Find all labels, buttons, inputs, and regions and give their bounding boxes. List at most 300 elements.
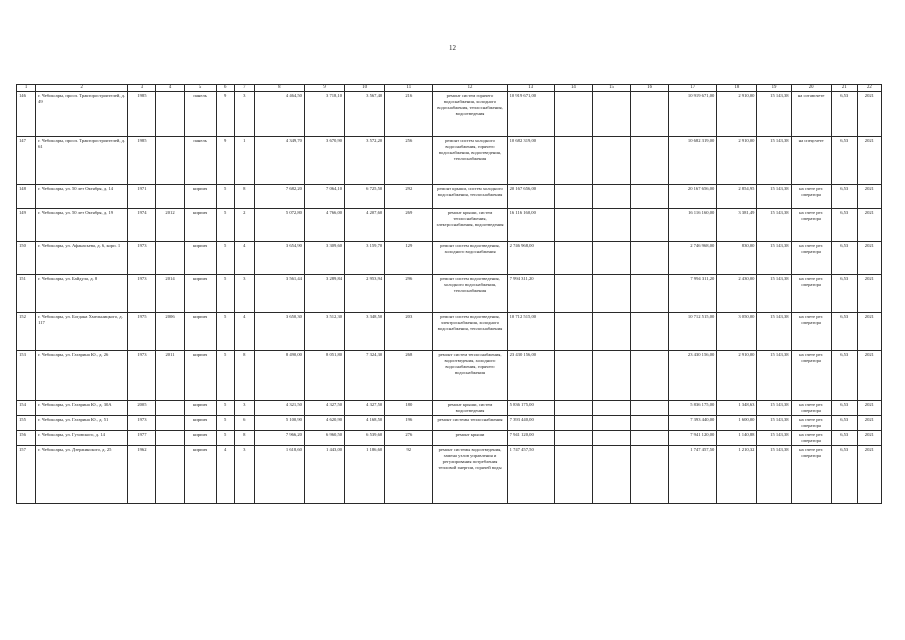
cell-material: кирпич <box>184 275 216 313</box>
cell-cost2: 10 682 319,00 <box>669 137 717 185</box>
cell-plan-year: 2021 <box>857 209 881 242</box>
cell-num: 149 <box>17 209 36 242</box>
cell-material: кирпич <box>184 242 216 275</box>
cell-residents: 180 <box>385 401 433 416</box>
cell-work: ремонт систем теплоснабжения, водоотведения, холодного водоснабжения, горячего водоснабжения <box>433 351 507 401</box>
cell-cost: 5 836 175,00 <box>507 401 554 416</box>
cell-plan-year: 2021 <box>857 242 881 275</box>
cell-limit: 15 143,38 <box>757 431 791 446</box>
cell-year: 1977 <box>128 431 156 446</box>
cell-year: 1973 <box>128 351 156 401</box>
cell-area-b: 3 572,20 <box>345 137 385 185</box>
cell-year2 <box>156 446 184 504</box>
cell-c14 <box>554 431 592 446</box>
cell-rate: 6,53 <box>831 137 857 185</box>
cell-year: 1973 <box>128 416 156 431</box>
cell-area-total: 3 561,44 <box>254 275 304 313</box>
cell-year2: 2014 <box>156 275 184 313</box>
cell-area-total: 4 349,70 <box>254 137 304 185</box>
cell-method: на счете рег. оператора <box>791 275 831 313</box>
cell-floors: 5 <box>216 275 234 313</box>
cell-cost2: 10 919 671,00 <box>669 92 717 137</box>
cell-material: кирпич <box>184 185 216 209</box>
cell-material: кирпич <box>184 416 216 431</box>
cell-entrances: 4 <box>234 313 254 351</box>
table-row <box>17 416 882 431</box>
cell-limit: 15 143,38 <box>757 209 791 242</box>
cell-rate: 6,53 <box>831 185 857 209</box>
table-row <box>17 401 882 416</box>
cell-c16 <box>631 313 669 351</box>
cell-work: ремонт систем горячего водоснабжения, холодного водоснабжения, теплоснабжения, водоотведения <box>433 92 507 137</box>
cell-c15 <box>592 401 630 416</box>
cell-c16 <box>631 351 669 401</box>
cell-work: ремонт крыши, систем теплоснабжения, электроснабжения, водоотведения <box>433 209 507 242</box>
column-header: 9 <box>304 85 344 92</box>
cell-cost: 7 393 440,00 <box>507 416 554 431</box>
cell-material: кирпич <box>184 313 216 351</box>
cell-cost: 10 919 671,00 <box>507 92 554 137</box>
cell-cost2: 16 116 160,00 <box>669 209 717 242</box>
cell-entrances: 3 <box>234 275 254 313</box>
page-number: 12 <box>449 44 456 52</box>
cell-limit: 15 143,38 <box>757 275 791 313</box>
table-row <box>17 431 882 446</box>
cell-year: 1973 <box>128 242 156 275</box>
cell-cost2: 7 994 311,20 <box>669 275 717 313</box>
column-header: 16 <box>631 85 669 92</box>
cell-year2 <box>156 401 184 416</box>
cell-year2: 2012 <box>156 209 184 242</box>
cell-area-a: 4 327,50 <box>304 401 344 416</box>
cell-year2 <box>156 242 184 275</box>
cell-unit: 2 910,00 <box>717 351 757 401</box>
cell-unit: 2 430,00 <box>717 275 757 313</box>
cell-residents: 276 <box>385 431 433 446</box>
cell-area-total: 7 966,20 <box>254 431 304 446</box>
cell-c15 <box>592 92 630 137</box>
cell-c16 <box>631 209 669 242</box>
column-header: 22 <box>857 85 881 92</box>
column-header: 19 <box>757 85 791 92</box>
cell-area-total: 5 100,90 <box>254 416 304 431</box>
cell-rate: 6,53 <box>831 416 857 431</box>
cell-address: г. Чебоксары, ул. 50 лет Октября, д. 14 <box>36 185 128 209</box>
table-row <box>17 351 882 401</box>
cell-c15 <box>592 209 630 242</box>
cell-cost2: 1 747 457,50 <box>669 446 717 504</box>
cell-c15 <box>592 185 630 209</box>
cell-work: ремонт крыши, систем водоотведения <box>433 401 507 416</box>
cell-unit: 3 381,49 <box>717 209 757 242</box>
cell-c15 <box>592 137 630 185</box>
cell-c14 <box>554 401 592 416</box>
cell-area-b: 1 186,60 <box>345 446 385 504</box>
repair-program-table <box>16 84 882 504</box>
cell-year: 1985 <box>128 92 156 137</box>
cell-residents: 92 <box>385 446 433 504</box>
cell-cost2: 23 430 156,00 <box>669 351 717 401</box>
cell-area-a: 4 620,90 <box>304 416 344 431</box>
cell-address: г. Чебоксары, ул. Гузовского, д. 14 <box>36 431 128 446</box>
cell-residents: 269 <box>385 209 433 242</box>
cell-c14 <box>554 275 592 313</box>
cell-method: на счете рег. оператора <box>791 401 831 416</box>
cell-work: ремонт систем холодного водоснабжения, горячего водоснабжения, водоотведения, теплоснабжения <box>433 137 507 185</box>
cell-c16 <box>631 275 669 313</box>
cell-unit: 1 140,88 <box>717 431 757 446</box>
cell-address: г. Чебоксары, ул. Богдана Хмельницкого, д. 117 <box>36 313 128 351</box>
cell-area-a: 3 309,60 <box>304 242 344 275</box>
cell-year: 1974 <box>128 209 156 242</box>
cell-year: 1985 <box>128 137 156 185</box>
cell-plan-year: 2021 <box>857 351 881 401</box>
cell-year2 <box>156 416 184 431</box>
cell-floors: 5 <box>216 313 234 351</box>
cell-area-b: 3 348,50 <box>345 313 385 351</box>
cell-year: 1962 <box>128 446 156 504</box>
cell-area-total: 5 072,80 <box>254 209 304 242</box>
cell-limit: 15 143,38 <box>757 242 791 275</box>
cell-material: кирпич <box>184 209 216 242</box>
cell-rate: 6,53 <box>831 313 857 351</box>
cell-method: на счете рег. оператора <box>791 209 831 242</box>
cell-area-b: 6 539,60 <box>345 431 385 446</box>
cell-limit: 15 143,38 <box>757 137 791 185</box>
cell-c14 <box>554 185 592 209</box>
cell-c15 <box>592 351 630 401</box>
cell-c15 <box>592 275 630 313</box>
cell-unit: 2 910,00 <box>717 137 757 185</box>
cell-work: ремонт систем водоотведения, холодного водоснабжения <box>433 242 507 275</box>
cell-c14 <box>554 92 592 137</box>
cell-work: ремонт крыши, систем холодного водоснабжения, теплоснабжения <box>433 185 507 209</box>
cell-entrances: 6 <box>234 416 254 431</box>
cell-entrances: 3 <box>234 92 254 137</box>
cell-residents: 268 <box>385 351 433 401</box>
cell-floors: 4 <box>216 446 234 504</box>
table-row <box>17 137 882 185</box>
cell-year2 <box>156 92 184 137</box>
cell-area-b: 4 207,60 <box>345 209 385 242</box>
column-header: 20 <box>791 85 831 92</box>
cell-address: г. Чебоксары, ул. Байдула, д. 8 <box>36 275 128 313</box>
cell-year2: 2011 <box>156 351 184 401</box>
table-row <box>17 185 882 209</box>
cell-c15 <box>592 431 630 446</box>
cell-year: 1971 <box>128 185 156 209</box>
cell-work: ремонт системы водоотведения, замена узлов управления и регулирования потребления тепловой энергии, горячей воды <box>433 446 507 504</box>
cell-plan-year: 2021 <box>857 431 881 446</box>
cell-c15 <box>592 242 630 275</box>
cell-limit: 15 143,38 <box>757 401 791 416</box>
cell-cost2: 2 746 968,00 <box>669 242 717 275</box>
cell-material: панель <box>184 137 216 185</box>
cell-unit: 1 210,32 <box>717 446 757 504</box>
cell-residents: 216 <box>385 92 433 137</box>
column-header: 1 <box>17 85 36 92</box>
cell-c15 <box>592 446 630 504</box>
cell-address: г. Чебоксары, ул. Гагарина Ю., д. 51 <box>36 416 128 431</box>
cell-num: 147 <box>17 137 36 185</box>
cell-rate: 6,53 <box>831 401 857 416</box>
cell-area-b: 6 725,50 <box>345 185 385 209</box>
cell-c14 <box>554 137 592 185</box>
cell-floors: 5 <box>216 431 234 446</box>
column-header: 14 <box>554 85 592 92</box>
cell-area-total: 4 464,50 <box>254 92 304 137</box>
cell-num: 157 <box>17 446 36 504</box>
cell-method: на счете рег. оператора <box>791 416 831 431</box>
cell-c14 <box>554 351 592 401</box>
cell-method: на сотавсчете <box>791 92 831 137</box>
cell-plan-year: 2021 <box>857 137 881 185</box>
cell-rate: 6,53 <box>831 351 857 401</box>
cell-unit: 1 600,00 <box>717 416 757 431</box>
cell-material: кирпич <box>184 446 216 504</box>
cell-area-total: 4 321,50 <box>254 401 304 416</box>
cell-c15 <box>592 416 630 431</box>
cell-rate: 6,53 <box>831 446 857 504</box>
cell-address: г. Чебоксары, ул. Дзержинского, д. 25 <box>36 446 128 504</box>
cell-floors: 5 <box>216 209 234 242</box>
cell-rate: 6,53 <box>831 242 857 275</box>
column-header: 7 <box>234 85 254 92</box>
cell-c14 <box>554 313 592 351</box>
cell-c16 <box>631 446 669 504</box>
cell-material: панель <box>184 92 216 137</box>
table-body <box>17 85 882 504</box>
cell-floors: 5 <box>216 416 234 431</box>
cell-cost: 7 994 311,20 <box>507 275 554 313</box>
column-header: 2 <box>36 85 128 92</box>
cell-year: 1975 <box>128 313 156 351</box>
cell-residents: 256 <box>385 137 433 185</box>
cell-residents: 129 <box>385 242 433 275</box>
cell-floors: 9 <box>216 92 234 137</box>
cell-rate: 6,53 <box>831 431 857 446</box>
cell-cost: 20 167 656,00 <box>507 185 554 209</box>
cell-unit: 2 910,00 <box>717 92 757 137</box>
cell-plan-year: 2021 <box>857 416 881 431</box>
cell-work: ремонт системы теплоснабжения <box>433 416 507 431</box>
cell-entrances: 8 <box>234 351 254 401</box>
cell-unit: 3 050,00 <box>717 313 757 351</box>
cell-entrances: 3 <box>234 446 254 504</box>
cell-area-b: 4 168,50 <box>345 416 385 431</box>
cell-area-a: 8 051,80 <box>304 351 344 401</box>
column-header: 4 <box>156 85 184 92</box>
cell-cost2: 20 167 656,00 <box>669 185 717 209</box>
cell-area-a: 3 512,30 <box>304 313 344 351</box>
cell-num: 153 <box>17 351 36 401</box>
cell-unit: 2 854,95 <box>717 185 757 209</box>
cell-floors: 5 <box>216 242 234 275</box>
cell-work: ремонт крыши <box>433 431 507 446</box>
cell-year: 1973 <box>128 275 156 313</box>
table-row <box>17 242 882 275</box>
cell-rate: 6,53 <box>831 92 857 137</box>
cell-plan-year: 2021 <box>857 446 881 504</box>
column-header: 10 <box>345 85 385 92</box>
cell-year2 <box>156 185 184 209</box>
cell-cost: 10 682 319,00 <box>507 137 554 185</box>
column-header: 13 <box>507 85 554 92</box>
cell-method: на счете рег. оператора <box>791 351 831 401</box>
cell-cost2: 5 836 175,00 <box>669 401 717 416</box>
cell-method: на счете рег. оператора <box>791 431 831 446</box>
cell-entrances: 3 <box>234 401 254 416</box>
cell-area-total: 1 618,60 <box>254 446 304 504</box>
cell-residents: 292 <box>385 185 433 209</box>
cell-limit: 15 143,38 <box>757 185 791 209</box>
cell-cost2: 7 393 440,00 <box>669 416 717 431</box>
cell-area-a: 1 443,00 <box>304 446 344 504</box>
table-row <box>17 446 882 504</box>
column-header: 11 <box>385 85 433 92</box>
cell-area-b: 7 324,30 <box>345 351 385 401</box>
cell-rate: 6,53 <box>831 275 857 313</box>
cell-area-total: 7 682,20 <box>254 185 304 209</box>
cell-num: 148 <box>17 185 36 209</box>
cell-c14 <box>554 446 592 504</box>
cell-unit: 1 348,63 <box>717 401 757 416</box>
column-number-row <box>17 85 882 92</box>
cell-entrances: 1 <box>234 137 254 185</box>
cell-method: на спецсчете <box>791 137 831 185</box>
cell-cost: 10 712 515,00 <box>507 313 554 351</box>
cell-work: ремонт систем водоотведения, холодного водоснабжения, теплоснабжения <box>433 275 507 313</box>
column-header: 18 <box>717 85 757 92</box>
cell-entrances: 8 <box>234 185 254 209</box>
cell-num: 155 <box>17 416 36 431</box>
cell-c14 <box>554 416 592 431</box>
cell-num: 156 <box>17 431 36 446</box>
cell-area-total: 3 654,90 <box>254 242 304 275</box>
cell-address: г. Чебоксары, ул. Гагарина Ю., д. 26 <box>36 351 128 401</box>
cell-c16 <box>631 92 669 137</box>
cell-c16 <box>631 401 669 416</box>
cell-method: на счете рег. оператора <box>791 242 831 275</box>
cell-floors: 5 <box>216 351 234 401</box>
cell-residents: 203 <box>385 313 433 351</box>
cell-floors: 5 <box>216 401 234 416</box>
cell-entrances: 4 <box>234 242 254 275</box>
cell-year: 2005 <box>128 401 156 416</box>
column-header: 17 <box>669 85 717 92</box>
cell-limit: 15 143,38 <box>757 92 791 137</box>
cell-area-a: 3 670,90 <box>304 137 344 185</box>
cell-c16 <box>631 185 669 209</box>
cell-area-total: 8 490,00 <box>254 351 304 401</box>
cell-address: г. Чебоксары, просп. Тракторостроителей, д. 61 <box>36 137 128 185</box>
cell-residents: 196 <box>385 416 433 431</box>
cell-area-a: 3 718,10 <box>304 92 344 137</box>
cell-limit: 15 143,38 <box>757 416 791 431</box>
cell-limit: 15 143,38 <box>757 351 791 401</box>
cell-area-a: 7 064,10 <box>304 185 344 209</box>
cell-cost: 16 116 160,00 <box>507 209 554 242</box>
cell-cost: 7 941 120,00 <box>507 431 554 446</box>
cell-material: кирпич <box>184 431 216 446</box>
cell-method: на счете рег. оператора <box>791 185 831 209</box>
cell-area-total: 3 650,30 <box>254 313 304 351</box>
cell-year2 <box>156 431 184 446</box>
cell-address: г. Чебоксары, ул. 50 лет Октября, д. 19 <box>36 209 128 242</box>
cell-c16 <box>631 242 669 275</box>
cell-address: г. Чебоксары, ул. Афанасьева, д. 6, корп. 1 <box>36 242 128 275</box>
cell-limit: 15 143,38 <box>757 313 791 351</box>
column-header: 15 <box>592 85 630 92</box>
cell-entrances: 2 <box>234 209 254 242</box>
cell-area-b: 2 953,94 <box>345 275 385 313</box>
cell-year2: 2006 <box>156 313 184 351</box>
cell-address: г. Чебоксары, ул. Гагарина Ю., д. 30А <box>36 401 128 416</box>
cell-address: г. Чебоксары, просп. Тракторостроителей, д. 49 <box>36 92 128 137</box>
cell-c14 <box>554 209 592 242</box>
cell-area-b: 4 327,50 <box>345 401 385 416</box>
cell-limit: 15 143,38 <box>757 446 791 504</box>
cell-num: 151 <box>17 275 36 313</box>
cell-c16 <box>631 137 669 185</box>
cell-method: на счете рег. оператора <box>791 446 831 504</box>
cell-cost: 1 747 457,50 <box>507 446 554 504</box>
column-header: 6 <box>216 85 234 92</box>
column-header: 12 <box>433 85 507 92</box>
cell-cost: 2 746 968,00 <box>507 242 554 275</box>
cell-plan-year: 2021 <box>857 92 881 137</box>
table-row <box>17 313 882 351</box>
cell-area-a: 3 289,84 <box>304 275 344 313</box>
cell-material: кирпич <box>184 351 216 401</box>
cell-year2 <box>156 137 184 185</box>
cell-num: 150 <box>17 242 36 275</box>
cell-plan-year: 2021 <box>857 313 881 351</box>
cell-area-a: 4 766,00 <box>304 209 344 242</box>
cell-plan-year: 2021 <box>857 401 881 416</box>
cell-material: кирпич <box>184 401 216 416</box>
cell-num: 146 <box>17 92 36 137</box>
cell-cost: 23 430 156,00 <box>507 351 554 401</box>
cell-plan-year: 2021 <box>857 275 881 313</box>
cell-c15 <box>592 313 630 351</box>
table-row <box>17 209 882 242</box>
cell-floors: 5 <box>216 185 234 209</box>
cell-c14 <box>554 242 592 275</box>
cell-floors: 9 <box>216 137 234 185</box>
cell-num: 152 <box>17 313 36 351</box>
cell-area-b: 3 567,40 <box>345 92 385 137</box>
table-row <box>17 275 882 313</box>
column-header: 21 <box>831 85 857 92</box>
cell-area-b: 3 159,70 <box>345 242 385 275</box>
cell-cost2: 7 941 120,00 <box>669 431 717 446</box>
cell-num: 154 <box>17 401 36 416</box>
cell-rate: 6,53 <box>831 209 857 242</box>
table-row <box>17 92 882 137</box>
column-header: 8 <box>254 85 304 92</box>
cell-work: ремонт систем водоотведения, электроснабжения, холодного водоснабжения, теплоснабжения <box>433 313 507 351</box>
cell-c16 <box>631 431 669 446</box>
cell-unit: 830,00 <box>717 242 757 275</box>
cell-cost2: 10 712 515,00 <box>669 313 717 351</box>
cell-c16 <box>631 416 669 431</box>
cell-residents: 296 <box>385 275 433 313</box>
cell-area-a: 6 960,50 <box>304 431 344 446</box>
cell-method: на счете рег. оператора <box>791 313 831 351</box>
cell-entrances: 8 <box>234 431 254 446</box>
column-header: 3 <box>128 85 156 92</box>
